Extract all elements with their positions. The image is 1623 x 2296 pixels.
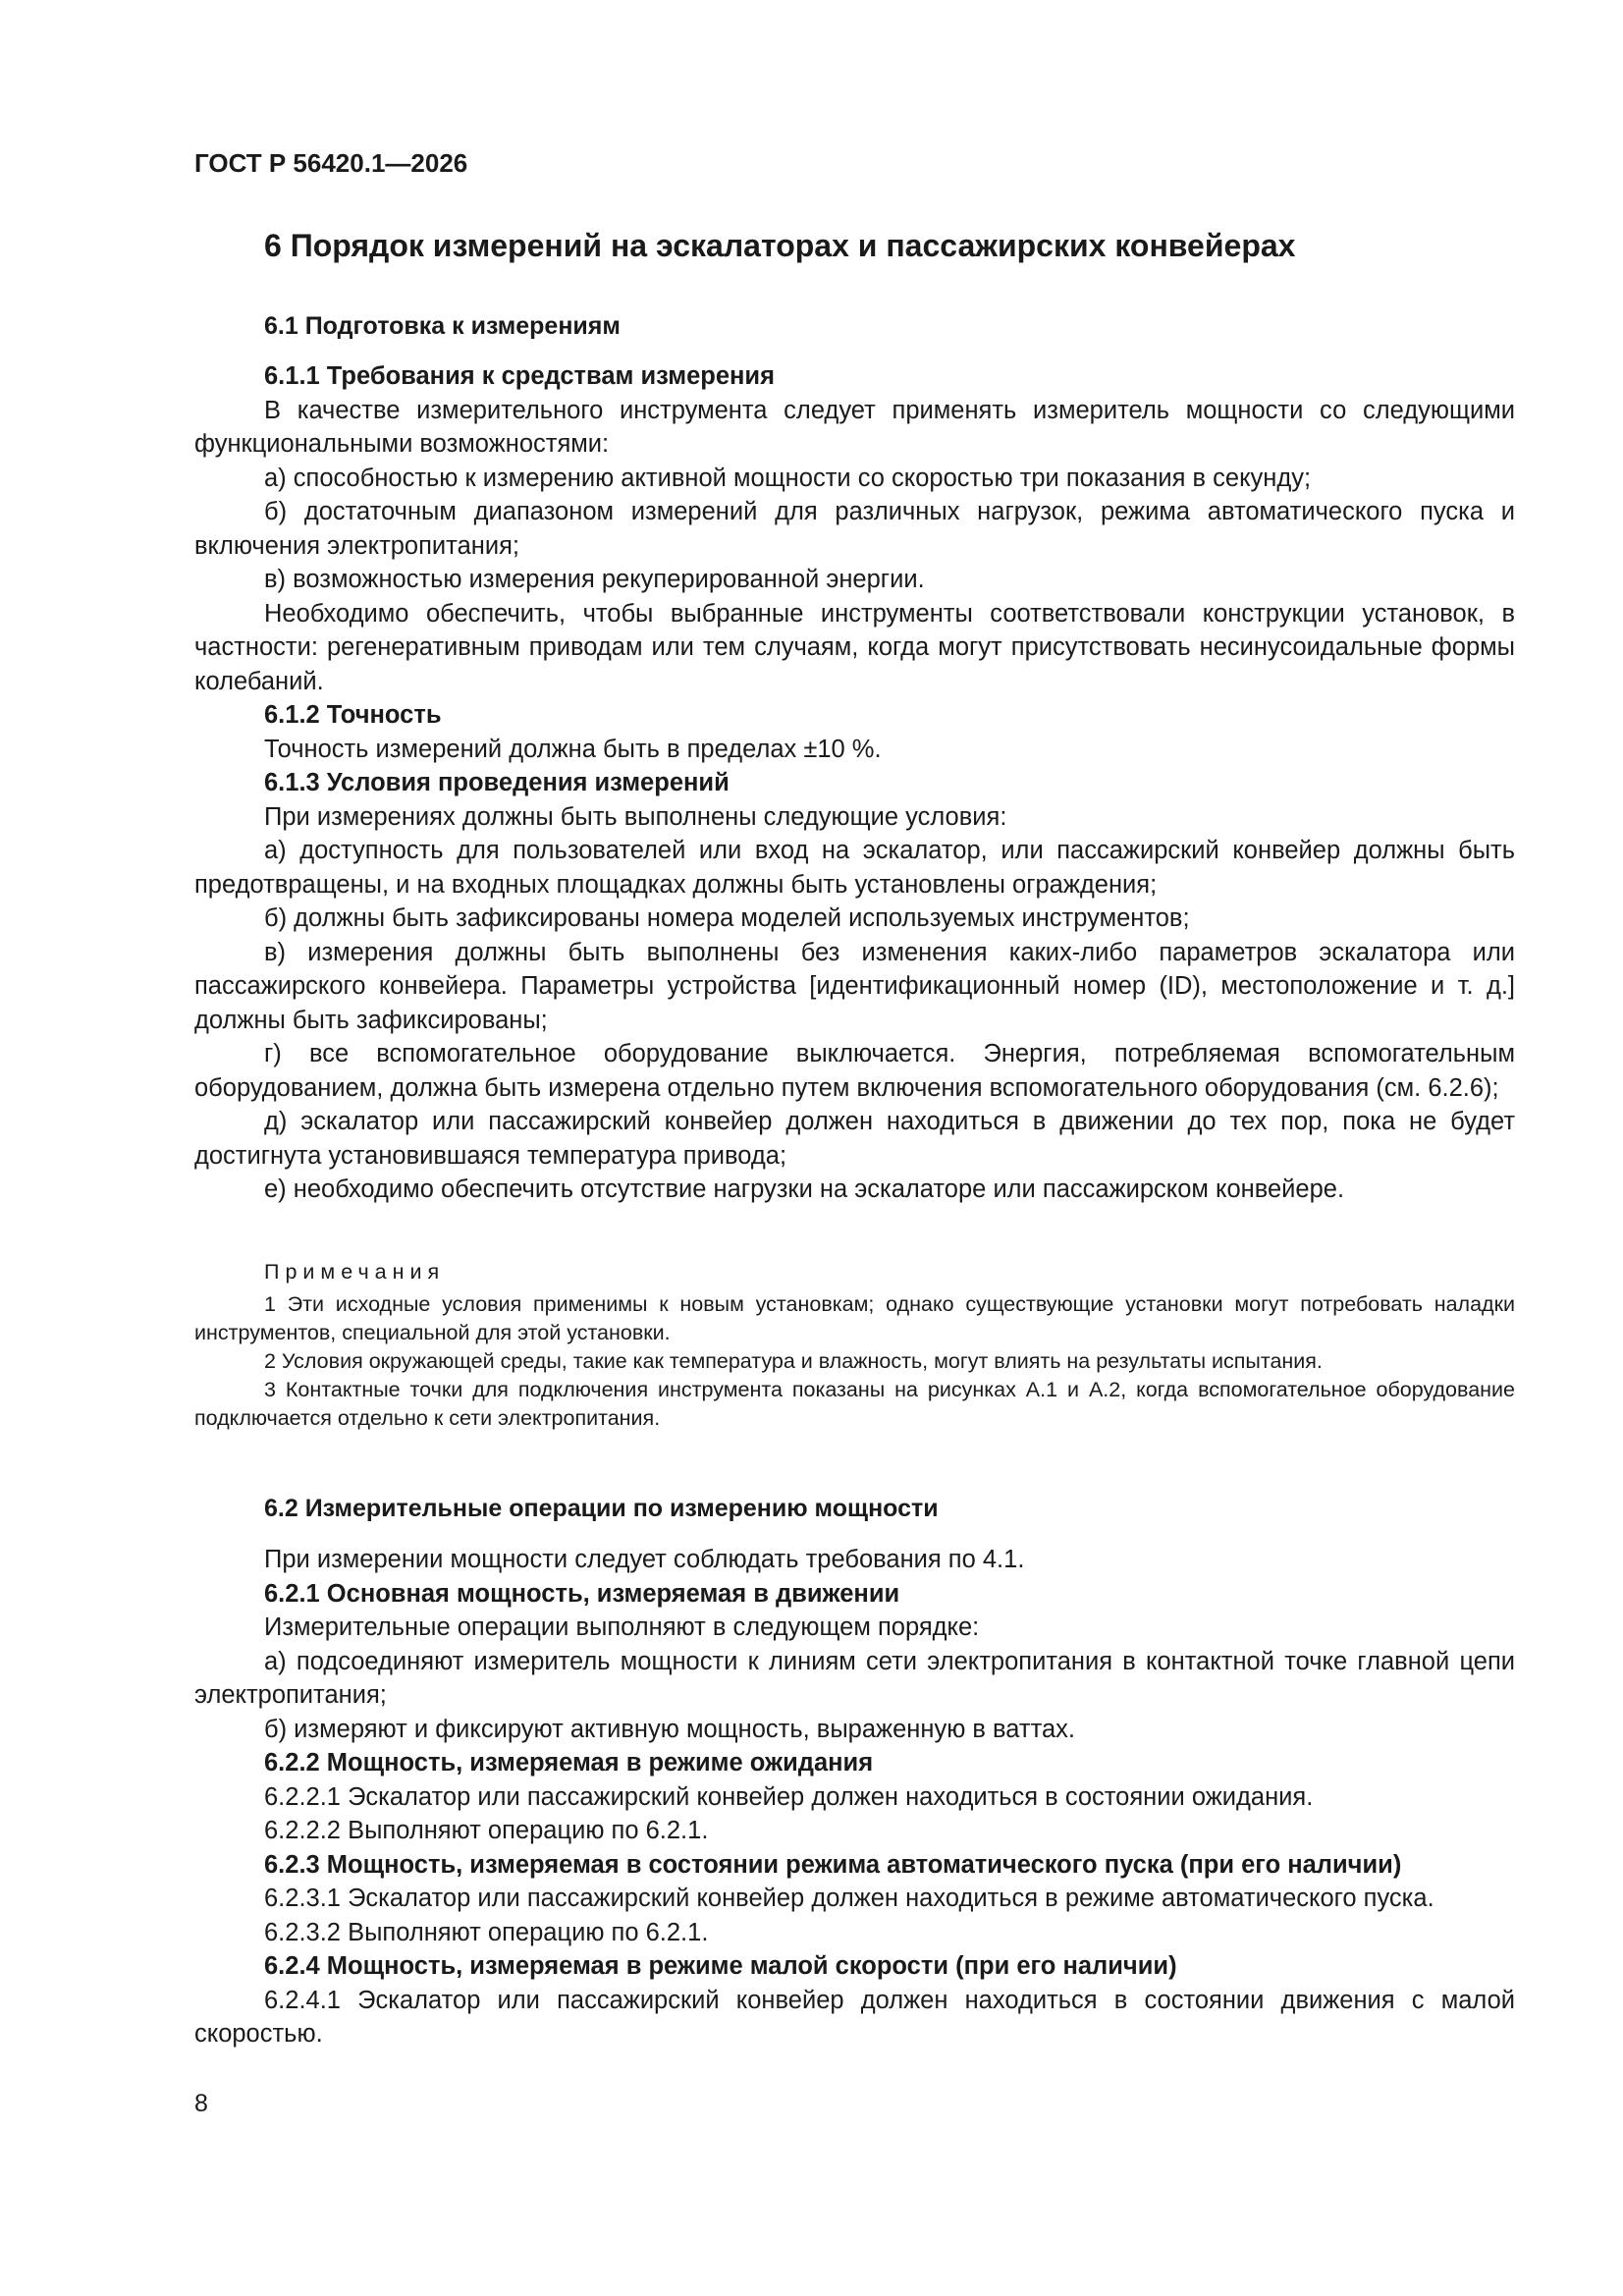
subsection-6-1-1-title: 6.1.1 Требования к средствам измерения [264,362,775,390]
paragraph: Измерительные операции выполняют в следующем порядке: [264,1613,980,1641]
section-6-1-title: 6.1 Подготовка к измерениям [264,312,621,340]
paragraph: 6.2.2.1 Эскалатор или пассажирский конвейер должен находиться в состоянии ожидания. [264,1782,1314,1811]
page-number: 8 [194,2090,208,2117]
document-id: ГОСТ Р 56420.1—2026 [194,148,468,178]
list-item: а) подсоединяют измеритель мощности к линиям сети электропитания в контактной точке главной цепи электропитания; [194,1647,1515,1709]
paragraph: При измерениях должны быть выполнены следующие условия: [264,802,1007,831]
list-item: а) способностью к измерению активной мощности со скоростью три показания в секунду; [264,464,1312,492]
note-item: 3 Контактные точки для подключения инструмента показаны на рисунках А.1 и А.2, когда вспомогательное оборудование подключается отдельно к сети электропитания. [194,1378,1515,1430]
paragraph: В качестве измерительного инструмента следует применять измеритель мощности со следующими функциональными возможностями: [194,396,1515,458]
paragraph: 6.2.3.2 Выполняют операцию по 6.2.1. [264,1918,709,1946]
list-item: б) должны быть зафиксированы номера моделей используемых инструментов; [264,904,1190,932]
paragraph: 6.2.3.1 Эскалатор или пассажирский конвейер должен находиться в режиме автоматического пуска. [264,1885,1434,1912]
list-item: г) все вспомогательное оборудование выключается. Энергия, потребляемая вспомогательным оборудованием, должна быть измерена отдельно путем включения вспомогательного оборудования (см. 6.2.6); [194,1040,1515,1102]
subsection-6-2-2-title: 6.2.2 Мощность, измеряемая в режиме ожидания [264,1749,874,1777]
subsection-6-2-3-title: 6.2.3 Мощность, измеряемая в состоянии режима автоматического пуска (при его наличии) [264,1850,1402,1879]
list-item: д) эскалатор или пассажирский конвейер должен находиться в движении до тех пор, пока не будет достигнута установившаяся температура привода; [194,1108,1515,1170]
section-6-2-title: 6.2 Измерительные операции по измерению мощности [264,1495,939,1522]
subsection-6-2-1-title: 6.2.1 Основная мощность, измеряемая в движении [264,1579,900,1608]
list-item: в) возможностью измерения рекуперированной энергии. [264,566,925,593]
notes-heading: Примечания [264,1260,446,1284]
list-item: б) измеряют и фиксируют активную мощность, выраженную в ваттах. [264,1715,1076,1743]
section-6-1-body [194,359,1515,1207]
paragraph: 6.2.4.1 Эскалатор или пассажирский конвейер должен находиться в состоянии движения с малой скоростью. [194,1986,1515,2048]
section-6-2-body [194,1543,1515,2051]
section-6-title: 6 Порядок измерений на эскалаторах и пассажирских конвейерах [264,228,1296,263]
note-item: 1 Эти исходные условия применимы к новым установкам; однако существующие установки могут потребовать наладки инструментов, специальной для этой установки. [194,1292,1515,1344]
notes-block [194,1258,1515,1433]
paragraph: Необходимо обеспечить, чтобы выбранные инструменты соответствовали конструкции установок, в частности: регенеративным приводам или тем случаям, когда могут присутствовать несинусоидальные формы колебаний. [194,599,1515,695]
subsection-6-1-2-title: 6.1.2 Точность [264,701,442,729]
list-item: б) достаточным диапазоном измерений для различных нагрузок, режима автоматического пуска и включения электропитания; [194,498,1515,560]
subsection-6-2-4-title: 6.2.4 Мощность, измеряемая в режиме малой скорости (при его наличии) [264,1952,1177,1980]
paragraph: Точность измерений должна быть в пределах ±10 %. [264,735,882,763]
list-item: е) необходимо обеспечить отсутствие нагрузки на эскалаторе или пассажирском конвейере. [264,1175,1345,1203]
paragraph: 6.2.2.2 Выполняют операцию по 6.2.1. [264,1817,709,1844]
list-item: в) измерения должны быть выполнены без изменения каких-либо параметров эскалатора или пассажирского конвейера. Параметры устройства [идентификационный номер (ID), местоположение и т. д.] должны быть зафиксированы; [194,938,1515,1034]
list-item: а) доступность для пользователей или вход на эскалатор, или пассажирский конвейер должны быть предотвращены, и на входных площадках должны быть установлены ограждения; [194,837,1515,899]
paragraph: При измерении мощности следует соблюдать требования по 4.1. [264,1546,1025,1573]
note-item: 2 Условия окружающей среды, такие как температура и влажность, могут влиять на результаты испытания. [264,1349,1323,1373]
subsection-6-1-3-title: 6.1.3 Условия проведения измерений [264,769,730,796]
